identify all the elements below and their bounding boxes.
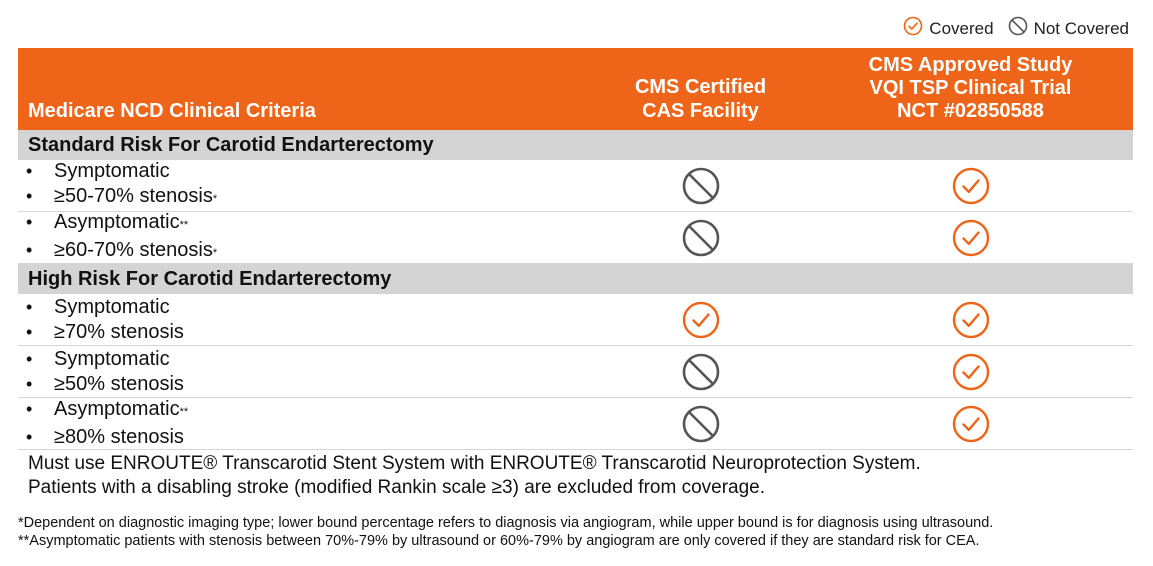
criteria-cell [18,294,593,345]
check-circle-icon [951,352,991,392]
study-coverage-cell [808,212,1133,263]
bullet-item [26,184,593,212]
criteria-cell [18,212,593,263]
bullet-item [26,425,593,450]
study-coverage-cell [808,160,1133,211]
prohibited-icon [681,218,721,258]
cas-coverage-cell [593,160,808,211]
coverage-table [18,48,1133,450]
bullet-item [26,159,593,184]
legend [889,16,1129,41]
table-row [18,346,1133,398]
bullet-text: ≥50% stenosis [54,372,184,395]
bullet-item [26,210,593,238]
bullet-dot: • [26,296,33,317]
header-criteria: Medicare NCD Clinical Criteria [28,100,316,122]
check-circle-icon [681,300,721,340]
footnote-mark: * [212,246,218,259]
header-study-line: VQI TSP Clinical Trial [869,77,1072,99]
check-circle-icon [951,300,991,340]
cas-coverage-cell [593,212,808,263]
bullet-text: Symptomatic [54,160,170,182]
bullet-dot: • [26,348,33,369]
footnote-mark: * [212,193,218,205]
table-row [18,160,1133,212]
cas-coverage-cell [593,398,808,449]
legend-not-covered [1008,16,1129,41]
study-coverage-cell [808,398,1133,449]
legend-covered [903,16,993,41]
bullet-text: Asymptomatic [54,210,180,233]
criteria-cell [18,160,593,211]
bullet-dot: • [26,321,33,342]
bullet-item [26,397,593,425]
bullet-dot: • [26,211,33,232]
bullet-text: ≥50-70% stenosis [54,185,213,207]
header-study-line: CMS Approved Study [868,54,1073,76]
prohibited-icon [1008,16,1034,41]
bullet-dot: • [26,373,33,394]
section-header: Standard Risk For Carotid Endarterectomy [18,130,1133,160]
bullet-item [26,347,593,372]
header-study-line: NCT #02850588 [897,100,1044,122]
table-header [18,48,1133,130]
cas-coverage-cell [593,346,808,397]
bullet-dot: • [26,239,33,260]
footnotes [18,514,993,550]
check-circle-icon [951,218,991,258]
bullet-dot: • [26,161,33,181]
table-row [18,398,1133,450]
bullet-text: ≥60-70% stenosis [54,238,213,261]
notes [28,452,921,500]
legend-covered-label: Covered [929,18,994,38]
legend-not-covered-label: Not Covered [1033,18,1129,38]
bullet-item [26,295,593,320]
bullet-text: Symptomatic [54,295,170,318]
bullet-dot: • [26,186,33,206]
bullet-item [26,372,593,397]
bullet-text: ≥70% stenosis [54,320,184,343]
bullet-dot: • [26,399,33,419]
check-circle-icon [951,166,991,206]
bullet-dot: • [26,427,33,447]
note-line: Must use ENROUTE® Transcarotid Stent System with ENROUTE® Transcarotid Neuroprotection System. [28,453,921,474]
footnote-mark: ** [179,406,189,418]
check-circle-icon [903,16,929,41]
footnote-line: *Dependent on diagnostic imaging type; lower bound percentage refers to diagnosis via angiogram, while upper bound is for diagnosis using ultrasound. [18,515,994,531]
header-cas-line: CMS Certified [634,76,767,98]
header-cas-facility [593,48,808,130]
criteria-cell [18,346,593,397]
table-body [18,130,1133,450]
bullet-text: Symptomatic [54,347,170,370]
header-cas-line: CAS Facility [642,100,759,122]
bullet-item [26,320,593,345]
note-line: Patients with a disabling stroke (modified Rankin scale ≥3) are excluded from coverage. [28,477,766,498]
bullet-text: ≥80% stenosis [54,426,184,448]
study-coverage-cell [808,294,1133,345]
criteria-cell [18,398,593,449]
header-approved-study [808,48,1133,130]
table-row [18,212,1133,264]
cas-coverage-cell [593,294,808,345]
bullet-text: Asymptomatic [54,398,180,420]
footnote-line: **Asymptomatic patients with stenosis between 70%-79% by ultrasound or 60%-79% by angiogram are only covered if they are standard risk for CEA. [18,533,980,549]
study-coverage-cell [808,346,1133,397]
prohibited-icon [681,352,721,392]
prohibited-icon [681,166,721,206]
bullet-item [26,238,593,266]
check-circle-icon [951,404,991,444]
section-header: High Risk For Carotid Endarterectomy [18,264,1133,294]
prohibited-icon [681,404,721,444]
table-row [18,294,1133,346]
footnote-mark: ** [179,218,189,231]
